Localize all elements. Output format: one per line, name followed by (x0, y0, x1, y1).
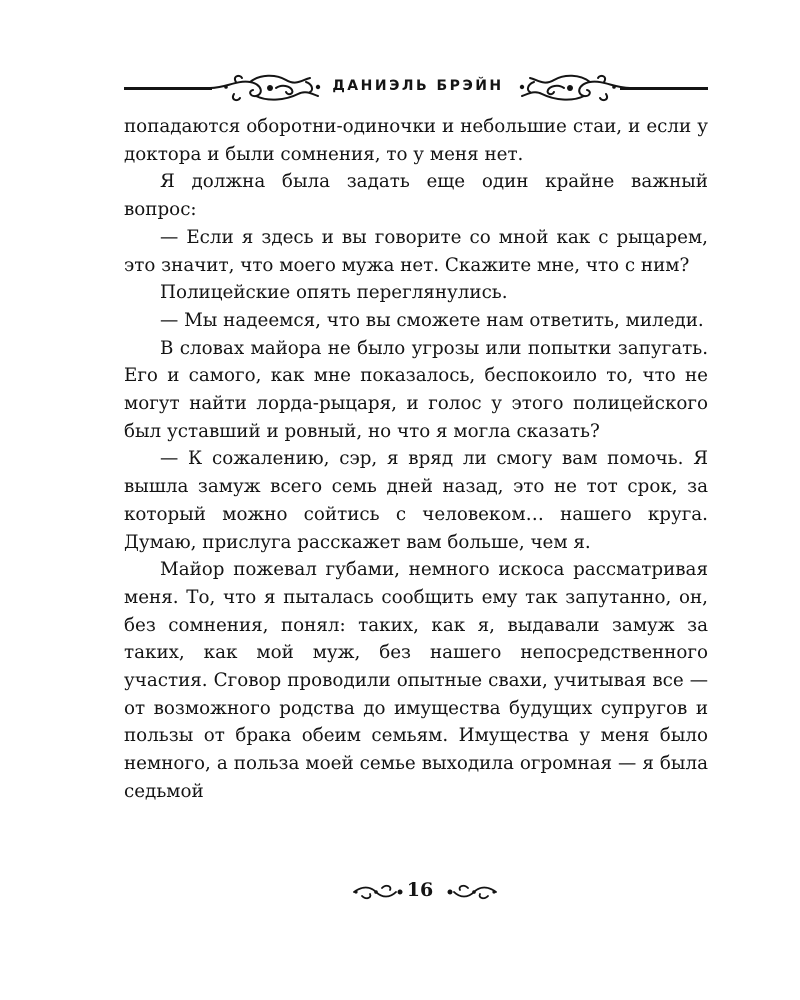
footer-ornament-left-icon (352, 884, 404, 900)
page-footer (300, 874, 500, 908)
paragraph-dialogue: — К сожалению, сэр, я вряд ли смогу вам помочь. Я вышла замуж всего семь дней назад, это не тот срок, за который можно сойтись с человеком… нашего круга. Думаю, прислуга расскажет вам больше, чем я. (124, 448, 708, 553)
header-rule-left (124, 87, 212, 90)
paragraph-dialogue: — Если я здесь и вы говорите со мной как с рыцарем, это значит, что моего мужа нет. Скажите мне, что с ним? (124, 226, 708, 276)
paragraph: Майор пожевал губами, немного искоса рассматривая меня. То, что я пыталась сообщить ему так запутанно, он, без сомнения, понял: таких, как я, выдавали замуж за таких, как мой муж, без нашего непосредственного участия. Сговор проводили опытные свахи, учитывая все — от возможного родства до имущества будущих супругов и пользы от брака обеим семьям. Имущества у меня было немного, а польза моей семье выходила огромная — я была седьмой (124, 559, 708, 802)
paragraph-dialogue: — Мы надеемся, что вы сможете нам ответить, миледи. (160, 309, 704, 331)
header-ornament-right-icon (516, 72, 634, 104)
running-header (124, 70, 708, 106)
paragraph: Полицейские опять переглянулись. (160, 282, 508, 304)
header-ornament-left-icon (206, 72, 324, 104)
paragraph: Я должна была задать еще один крайне важный вопрос: (124, 171, 708, 221)
page-number: 16 (406, 879, 434, 901)
header-title: ДАНИЭЛЬ БРЭЙН (332, 78, 504, 94)
body-text (124, 113, 708, 806)
header-rule-right (620, 87, 708, 90)
paragraph-continued: попадаются оборотни-одиночки и небольшие стаи, и если у доктора и были сомнения, то у меня нет. (124, 116, 708, 165)
footer-ornament-right-icon (446, 884, 498, 900)
paragraph: В словах майора не было угрозы или попытки запугать. Его и самого, как мне показалось, беспокоило то, что не могут найти лорда-рыцаря, и голос у этого полицейского был уставший и ровный, но что я могла сказать? (124, 337, 708, 442)
